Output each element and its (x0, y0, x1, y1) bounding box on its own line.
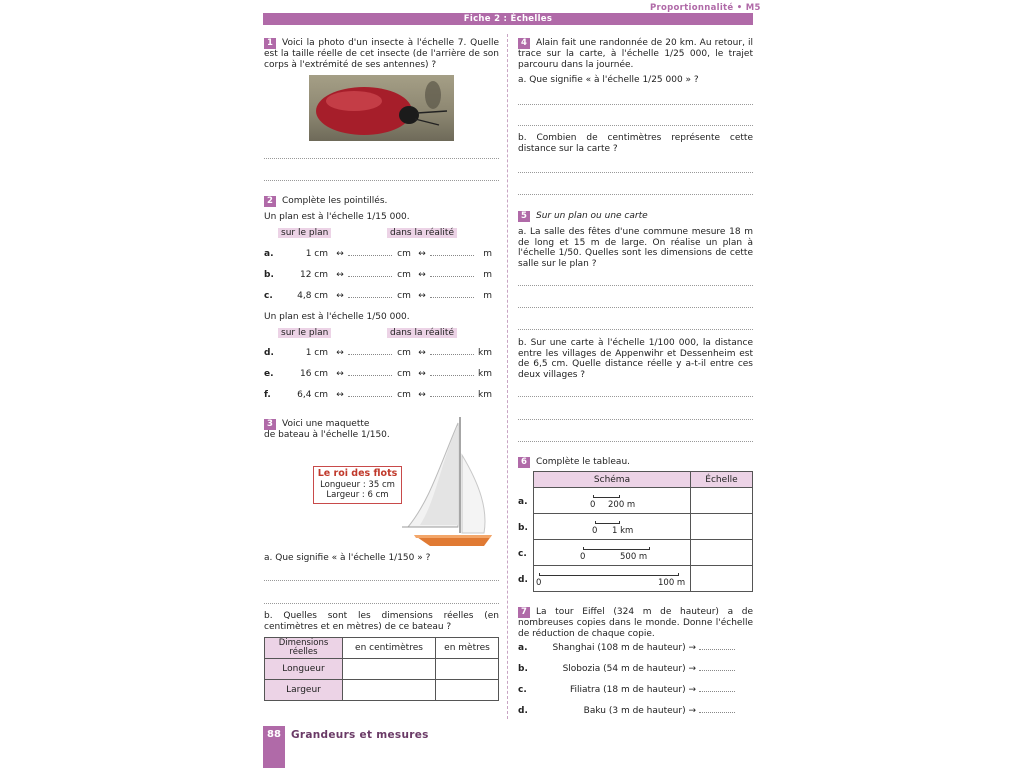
row-longueur: Longueur (265, 659, 343, 680)
ex7-text: La tour Eiffel (324 m de hauteur) a de nombreuses copies dans le monde. Donne l'échelle de réduction de chaque copie. (518, 607, 753, 639)
row-largeur: Largeur (265, 680, 343, 701)
unit-real: km (478, 348, 492, 358)
ex2-row (264, 291, 492, 301)
ex6-intro-text: Complète le tableau. (536, 457, 631, 467)
column-divider (507, 34, 508, 719)
ex2-row (264, 249, 492, 259)
answer-real[interactable] (430, 354, 474, 355)
copy-label: Baku (3 m de hauteur) → (583, 706, 696, 716)
answer-real[interactable] (430, 276, 474, 277)
arrow-icon: ↔ (418, 249, 426, 259)
row-letter: c. (264, 291, 273, 301)
schema-cell (534, 566, 691, 592)
ex7-row (518, 685, 735, 695)
th-echelle: Échelle (691, 472, 753, 488)
page-number: 88 (263, 726, 285, 768)
sailboat-icon (400, 415, 500, 550)
unit-cm: cm (397, 249, 411, 259)
arrow-icon: ↔ (336, 390, 344, 400)
ex7-row (518, 643, 735, 653)
ex4-text: Alain fait une randonnée de 20 km. Au retour, il trace sur la carte, à l'échelle 1/25 000, le trajet parcouru dans la journée. (518, 38, 753, 70)
scale-zero: 0 (580, 552, 586, 562)
ex5-title (518, 211, 753, 222)
col-plan-label: sur le plan (278, 328, 331, 338)
ex6-number: 6 (518, 457, 530, 468)
ex7-statement (518, 607, 753, 639)
ex2-plan2: Un plan est à l'échelle 1/50 000. (264, 312, 410, 322)
ex5a-answer-line[interactable] (518, 307, 753, 308)
footer-title: Grandeurs et mesures (291, 729, 429, 741)
answer-cm[interactable] (348, 354, 392, 355)
scale-zero: 0 (536, 578, 542, 588)
ex3-number: 3 (264, 419, 276, 430)
unit-real: m (483, 249, 492, 259)
ex2-plan1: Un plan est à l'échelle 1/15 000. (264, 212, 410, 222)
arrow-icon: ↔ (418, 348, 426, 358)
ex4-number: 4 (518, 38, 530, 49)
insect-photo (309, 75, 454, 141)
ex2-col-plan (278, 228, 331, 238)
row-letter: b. (518, 664, 528, 674)
arrow-icon: ↔ (336, 270, 344, 280)
schema-cell (534, 540, 691, 566)
ex5-number: 5 (518, 211, 530, 222)
ex5-question-b: b. Sur une carte à l'échelle 1/100 000, la distance entre les villages de Appenwihr et Dessenheim est de 6,5 cm. Quelle distance réelle y a-t-il entre ces deux villages ? (518, 338, 753, 380)
echelle-cell[interactable] (691, 566, 753, 592)
answer-cm[interactable] (348, 276, 392, 277)
answer-scale[interactable] (699, 670, 735, 671)
plan-value: 4,8 cm (297, 291, 328, 301)
col-reality-label: dans la réalité (387, 328, 457, 338)
col-reality-label: dans la réalité (387, 228, 457, 238)
ex2-row (264, 348, 492, 358)
ex5a-answer-line[interactable] (518, 285, 753, 286)
ladybug-icon (309, 75, 454, 141)
ex3-text1: Voici une maquette (282, 419, 370, 429)
copy-label: Shanghai (108 m de hauteur) → (552, 643, 696, 653)
ex3-dimensions-table (264, 637, 499, 701)
ex7-row (518, 706, 735, 716)
unit-real: km (478, 369, 492, 379)
cell-largeur-cm[interactable] (343, 680, 436, 701)
row-letter: b. (264, 270, 274, 280)
ex4-question-a: a. Que signifie « à l'échelle 1/25 000 » ? (518, 75, 699, 85)
col-plan-label: sur le plan (278, 228, 331, 238)
answer-real[interactable] (430, 396, 474, 397)
ex1-text: Voici la photo d'un insecte à l'échelle 7. Quelle est la taille réelle de cet insecte (de l'arrière de son corps à l'extrémité de ses antennes) ? (264, 38, 499, 70)
unit-real: m (483, 291, 492, 301)
ex3-text2: de bateau à l'échelle 1/150. (264, 430, 390, 440)
ex2-number: 2 (264, 196, 276, 207)
unit-cm: cm (397, 270, 411, 280)
ex2-intro (264, 196, 499, 207)
ex2-row (264, 270, 492, 280)
unit-real: m (483, 270, 492, 280)
ex1-number: 1 (264, 38, 276, 49)
arrow-icon: ↔ (418, 369, 426, 379)
answer-scale[interactable] (699, 649, 735, 650)
boat-sign-title: Le roi des flots (317, 468, 398, 479)
plan-value: 12 cm (299, 270, 328, 280)
row-letter: e. (264, 369, 274, 379)
boat-sign (313, 466, 402, 504)
scale-bar (593, 495, 620, 498)
answer-real[interactable] (430, 375, 474, 376)
ex2-col-reality-2 (387, 328, 457, 338)
section-label: Proportionnalité • M5 (650, 3, 761, 13)
ex4a-answer-line[interactable] (518, 104, 753, 105)
th-schema: Schéma (534, 472, 691, 488)
answer-real[interactable] (430, 255, 474, 256)
row-letter: a. (264, 249, 274, 259)
ex6-row-letter: c. (518, 549, 527, 559)
ex3-question-b: b. Quelles sont les dimensions réelles (en centimètres et en mètres) de ce bateau ? (264, 611, 499, 632)
ex4b-answer-line[interactable] (518, 172, 753, 173)
cell-longueur-m[interactable] (435, 659, 498, 680)
ex6-table (533, 471, 753, 592)
scale-value: 1 km (612, 526, 634, 536)
ex6-row-letter: d. (518, 575, 528, 585)
cell-longueur-cm[interactable] (343, 659, 436, 680)
echelle-cell[interactable] (691, 540, 753, 566)
answer-scale[interactable] (699, 712, 735, 713)
ex4-statement (518, 38, 753, 70)
fiche-title: Fiche 2 : Échelles (263, 13, 753, 25)
answer-real[interactable] (430, 297, 474, 298)
echelle-cell[interactable] (691, 514, 753, 540)
plan-value: 16 cm (299, 369, 328, 379)
ex1-answer-line[interactable] (264, 180, 499, 181)
arrow-icon: ↔ (336, 348, 344, 358)
row-letter: c. (518, 685, 527, 695)
plan-value: 1 cm (305, 249, 328, 259)
ex2-col-plan-2 (278, 328, 331, 338)
echelle-cell[interactable] (691, 488, 753, 514)
ex6-row-letter: b. (518, 523, 528, 533)
ex6-intro (518, 457, 753, 468)
th-dimensions: Dimensions réelles (265, 638, 343, 659)
ex2-intro-text: Complète les pointillés. (282, 196, 388, 206)
unit-real: km (478, 390, 492, 400)
ex7-row (518, 664, 735, 674)
row-letter: d. (518, 706, 528, 716)
ex7-number: 7 (518, 607, 530, 618)
boat-sign-width: Largeur : 6 cm (326, 490, 389, 500)
unit-cm: cm (397, 369, 411, 379)
ex1-statement (264, 38, 499, 70)
copy-label: Slobozia (54 m de hauteur) → (562, 664, 696, 674)
ex5-question-a: a. La salle des fêtes d'une commune mesure 18 m de long et 15 m de large. On réalise un plan à l'échelle 1/50. Quelles sont les dimensions de cette salle sur le plan ? (518, 227, 753, 269)
scale-value: 200 m (608, 500, 636, 510)
arrow-icon: ↔ (336, 369, 344, 379)
cell-largeur-m[interactable] (435, 680, 498, 701)
row-letter: f. (264, 390, 271, 400)
arrow-icon: ↔ (418, 390, 426, 400)
unit-cm: cm (397, 348, 411, 358)
schema-cell (534, 514, 691, 540)
ex3a-answer-line[interactable] (264, 603, 499, 604)
ex3-question-a: a. Que signifie « à l'échelle 1/150 » ? (264, 553, 431, 563)
ex5b-answer-line[interactable] (518, 396, 753, 397)
ex2-col-reality (387, 228, 457, 238)
ex1-answer-line[interactable] (264, 158, 499, 159)
arrow-icon: ↔ (418, 270, 426, 280)
scale-value: 100 m (658, 578, 686, 588)
row-letter: a. (518, 643, 528, 653)
ex2-row (264, 390, 492, 400)
scale-value: 500 m (620, 552, 648, 562)
ex5b-answer-line[interactable] (518, 441, 753, 442)
answer-cm[interactable] (348, 396, 392, 397)
answer-cm[interactable] (348, 297, 392, 298)
scale-bar (583, 547, 650, 550)
answer-cm[interactable] (348, 255, 392, 256)
scale-bar (595, 521, 620, 524)
ex5-title-text: Sur un plan ou une carte (536, 211, 648, 221)
answer-cm[interactable] (348, 375, 392, 376)
ex4b-answer-line[interactable] (518, 194, 753, 195)
answer-scale[interactable] (699, 691, 735, 692)
boat-sign-length: Longueur : 35 cm (320, 479, 395, 490)
arrow-icon: ↔ (418, 291, 426, 301)
copy-label: Filiatra (18 m de hauteur) → (569, 685, 696, 695)
plan-value: 1 cm (305, 348, 328, 358)
ex2-row (264, 369, 492, 379)
arrow-icon: ↔ (336, 249, 344, 259)
th-metres: en mètres (435, 638, 498, 659)
arrow-icon: ↔ (336, 291, 344, 301)
scale-bar (539, 573, 679, 576)
ex6-row-letter: a. (518, 497, 528, 507)
schema-cell (534, 488, 691, 514)
ex4-question-b: b. Combien de centimètres représente cette distance sur la carte ? (518, 133, 753, 154)
plan-value: 6,4 cm (297, 390, 328, 400)
ex4a-answer-line[interactable] (518, 125, 753, 126)
scale-zero: 0 (592, 526, 598, 536)
ex3a-answer-line[interactable] (264, 580, 499, 581)
ex5b-answer-line[interactable] (518, 419, 753, 420)
th-centimetres: en centimètres (343, 638, 436, 659)
unit-cm: cm (397, 390, 411, 400)
scale-zero: 0 (590, 500, 596, 510)
ex5a-answer-line[interactable] (518, 329, 753, 330)
row-letter: d. (264, 348, 274, 358)
unit-cm: cm (397, 291, 411, 301)
